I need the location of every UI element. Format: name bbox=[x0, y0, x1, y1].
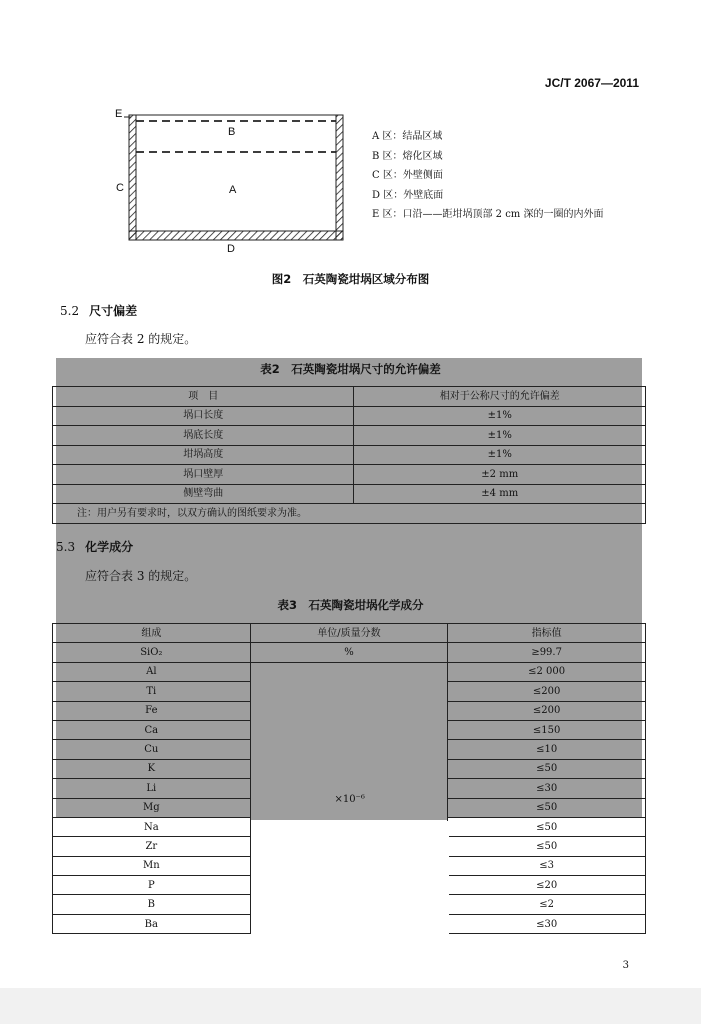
table-row bbox=[53, 406, 646, 426]
legend-item: B 区：熔化区域 bbox=[372, 150, 443, 162]
unit-ppm-white-part bbox=[251, 821, 449, 939]
table-row bbox=[53, 426, 646, 446]
label-c: C bbox=[116, 182, 124, 194]
component-cell: P bbox=[53, 876, 251, 895]
table-row bbox=[53, 484, 646, 504]
table-3-caption: 表3 石英陶瓷坩埚化学成分 bbox=[277, 598, 424, 612]
unit-ppm-label: ×10⁻⁶ bbox=[334, 793, 365, 805]
value-cell: ≤10 bbox=[448, 740, 646, 759]
component-cell: Zr bbox=[53, 837, 251, 856]
label-d: D bbox=[227, 243, 235, 255]
component-cell: Ca bbox=[53, 720, 251, 739]
section-number: 5.2 bbox=[60, 304, 80, 318]
value-cell: ≤50 bbox=[448, 798, 646, 817]
component-cell: K bbox=[53, 759, 251, 778]
section-title: 化学成分 bbox=[85, 540, 134, 554]
value-cell: ≥99.7 bbox=[448, 643, 646, 662]
component-cell: Fe bbox=[53, 701, 251, 720]
header-cell: 组成 bbox=[53, 624, 251, 643]
header-cell: 相对于公称尺寸的允许偏差 bbox=[354, 387, 646, 407]
component-cell: Cu bbox=[53, 740, 251, 759]
item-cell: 埚口壁厚 bbox=[53, 465, 354, 485]
crucible-hatched-wall bbox=[129, 115, 343, 240]
tolerance-cell: ±1% bbox=[354, 445, 646, 465]
standard-code: JC/T 2067—2011 bbox=[544, 76, 639, 90]
table-row bbox=[53, 445, 646, 465]
component-cell: B bbox=[53, 895, 251, 914]
table-row bbox=[53, 662, 646, 681]
component-cell: Li bbox=[53, 779, 251, 798]
table-row bbox=[53, 465, 646, 485]
legend-item: E 区：口沿——距坩埚顶部 2 cm 深的一圈的内外面 bbox=[372, 209, 604, 220]
tolerance-cell: ±1% bbox=[354, 406, 646, 426]
item-cell: 侧壁弯曲 bbox=[53, 484, 354, 504]
value-cell: ≤30 bbox=[448, 914, 646, 933]
table-2-caption: 表2 石英陶瓷坩埚尺寸的允许偏差 bbox=[260, 362, 441, 376]
figure-legend bbox=[372, 127, 603, 225]
section-5-3-text: 应符合表 3 的规定。 bbox=[85, 569, 197, 583]
component-cell: Ti bbox=[53, 682, 251, 701]
figure-caption: 图2 石英陶瓷坩埚区域分布图 bbox=[271, 272, 430, 286]
component-cell: Na bbox=[53, 817, 251, 836]
section-5-2-text: 应符合表 2 的规定。 bbox=[85, 332, 197, 346]
value-cell: ≤200 bbox=[448, 682, 646, 701]
label-b: B bbox=[228, 126, 236, 138]
table-note: 注：用户另有要求时，以双方确认的图纸要求为准。 bbox=[53, 504, 646, 524]
value-cell: ≤2 bbox=[448, 895, 646, 914]
component-cell: Ba bbox=[53, 914, 251, 933]
value-cell: ≤30 bbox=[448, 779, 646, 798]
figure-2 bbox=[0, 0, 701, 270]
item-cell: 埚底长度 bbox=[53, 426, 354, 446]
header-cell: 指标值 bbox=[448, 624, 646, 643]
page-bottom-strip bbox=[0, 988, 701, 1024]
component-cell: Mg bbox=[53, 798, 251, 817]
value-cell: ≤50 bbox=[448, 817, 646, 836]
legend-item: C 区：外壁侧面 bbox=[372, 170, 443, 181]
value-cell: ≤3 bbox=[448, 856, 646, 875]
item-cell: 坩埚高度 bbox=[53, 445, 354, 465]
item-cell: 埚口长度 bbox=[53, 406, 354, 426]
value-cell: ≤20 bbox=[448, 876, 646, 895]
label-e: E bbox=[115, 108, 123, 120]
component-cell: SiO₂ bbox=[53, 643, 251, 662]
value-cell: ≤50 bbox=[448, 837, 646, 856]
section-heading-5-3 bbox=[56, 538, 133, 555]
table-2 bbox=[52, 386, 646, 524]
label-a: A bbox=[229, 184, 237, 196]
value-cell: ≤2 000 bbox=[448, 662, 646, 681]
value-cell: ≤200 bbox=[448, 701, 646, 720]
table-row bbox=[53, 643, 646, 662]
component-cell: Mn bbox=[53, 856, 251, 875]
unit-percent-cell: % bbox=[250, 643, 448, 662]
unit-ppm-cell bbox=[250, 662, 448, 933]
header-cell: 项 目 bbox=[53, 387, 354, 407]
header-cell: 单位/质量分数 bbox=[250, 624, 448, 643]
section-heading-5-2 bbox=[60, 302, 137, 319]
section-title: 尺寸偏差 bbox=[89, 304, 138, 318]
page-number: 3 bbox=[622, 960, 629, 971]
tolerance-cell: ±4 mm bbox=[354, 484, 646, 504]
component-cell: Al bbox=[53, 662, 251, 681]
value-cell: ≤50 bbox=[448, 759, 646, 778]
tolerance-cell: ±1% bbox=[354, 426, 646, 446]
legend-item: A 区：结晶区域 bbox=[372, 131, 443, 142]
table-3 bbox=[52, 623, 646, 934]
section-number: 5.3 bbox=[56, 540, 76, 554]
tolerance-cell: ±2 mm bbox=[354, 465, 646, 485]
table-header-row bbox=[53, 387, 646, 407]
table-note-row bbox=[53, 504, 646, 524]
value-cell: ≤150 bbox=[448, 720, 646, 739]
legend-item: D 区：外壁底面 bbox=[372, 189, 444, 201]
table-header-row bbox=[53, 624, 646, 643]
